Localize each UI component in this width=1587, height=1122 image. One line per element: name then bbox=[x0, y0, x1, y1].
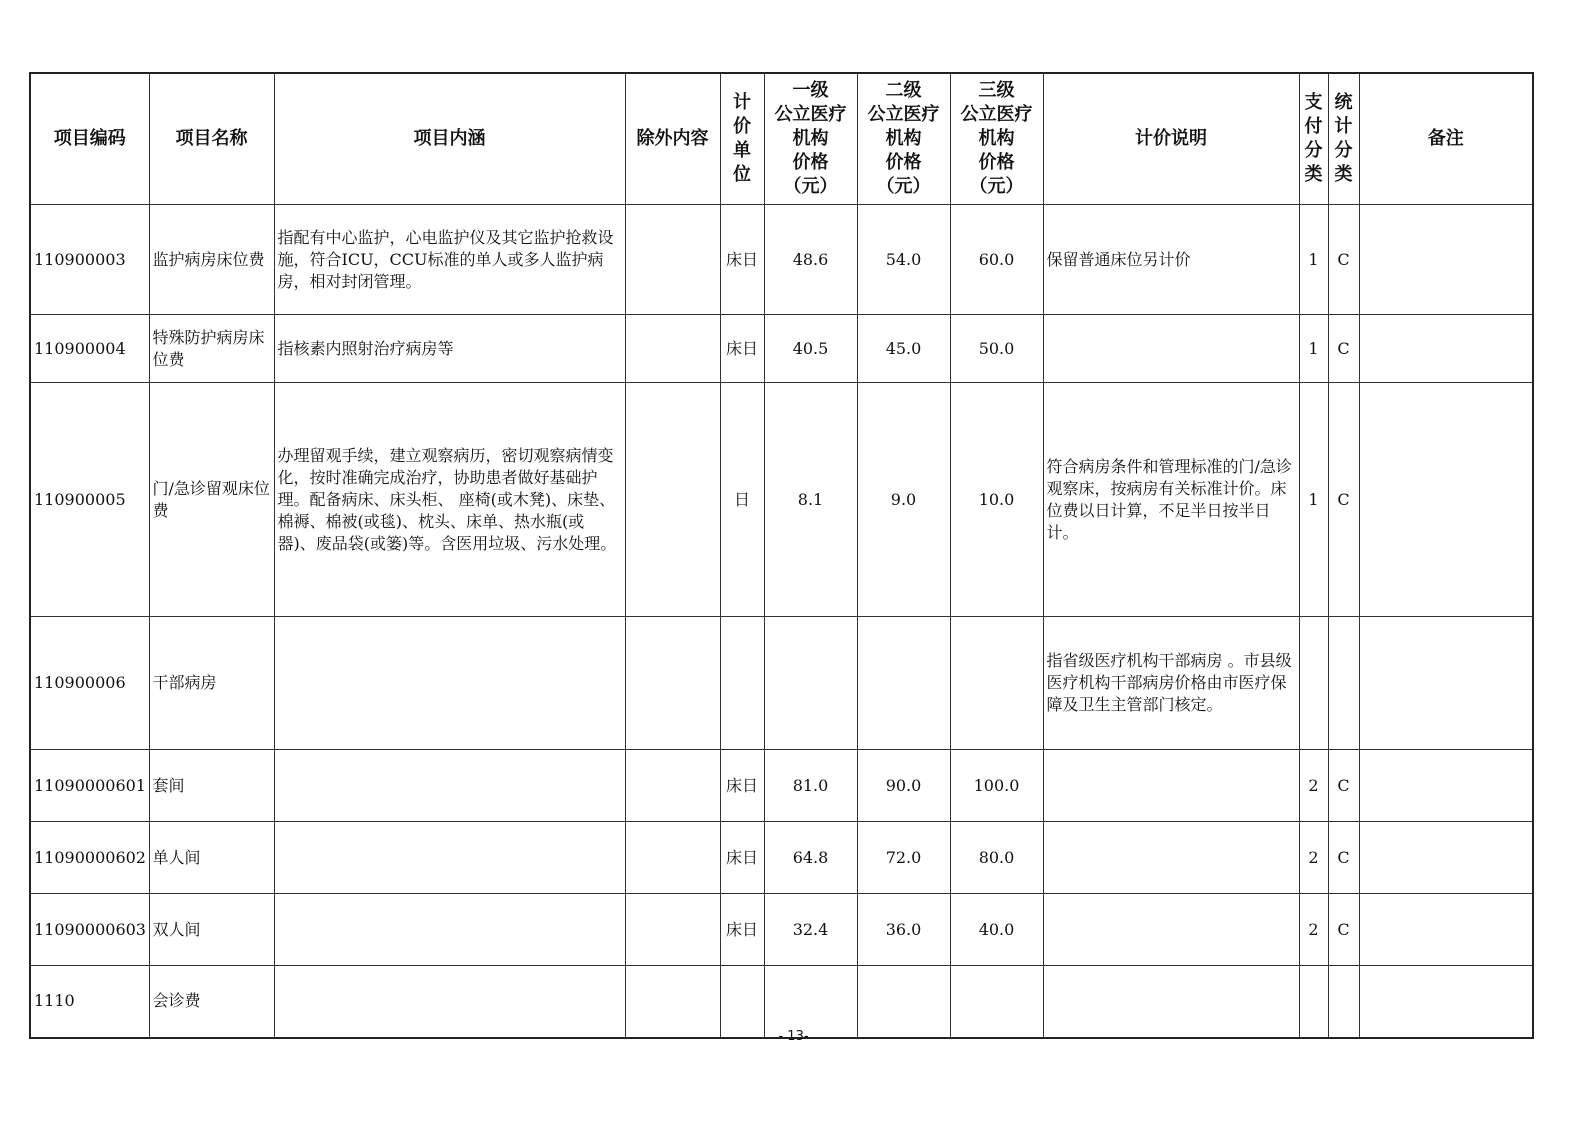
cell-exclusions bbox=[625, 383, 720, 617]
cell-pricing-note bbox=[1043, 894, 1299, 966]
cell-stat-class: C bbox=[1328, 383, 1359, 617]
header-row bbox=[30, 73, 1533, 205]
cell-remarks bbox=[1359, 205, 1533, 315]
cell-code: 11090000603 bbox=[30, 894, 149, 966]
cell-exclusions bbox=[625, 205, 720, 315]
page-number: - 13- bbox=[778, 1029, 809, 1044]
cell-unit: 床日 bbox=[720, 750, 764, 822]
cell-pricing-note: 符合病房条件和管理标准的门/急诊观察床，按病房有关标准计价。床位费以日计算，不足半日按半日计。 bbox=[1043, 383, 1299, 617]
cell-code: 11090000602 bbox=[30, 822, 149, 894]
cell-payment-class bbox=[1299, 966, 1328, 1038]
cell-price-level1: 81.0 bbox=[764, 750, 857, 822]
price-table bbox=[29, 72, 1534, 1039]
header-code: 项目编码 bbox=[30, 73, 149, 205]
cell-price-level3: 60.0 bbox=[950, 205, 1043, 315]
table-row bbox=[30, 205, 1533, 315]
cell-price-level2 bbox=[857, 617, 950, 750]
header-exclusions: 除外内容 bbox=[625, 73, 720, 205]
table-row bbox=[30, 315, 1533, 383]
cell-content: 指核素内照射治疗病房等 bbox=[274, 315, 625, 383]
cell-stat-class: C bbox=[1328, 894, 1359, 966]
cell-price-level2: 54.0 bbox=[857, 205, 950, 315]
cell-exclusions bbox=[625, 966, 720, 1038]
cell-remarks bbox=[1359, 750, 1533, 822]
cell-pricing-note bbox=[1043, 966, 1299, 1038]
cell-name: 监护病房床位费 bbox=[149, 205, 274, 315]
cell-exclusions bbox=[625, 894, 720, 966]
cell-price-level2: 45.0 bbox=[857, 315, 950, 383]
cell-payment-class: 2 bbox=[1299, 822, 1328, 894]
cell-price-level3 bbox=[950, 617, 1043, 750]
header-price-level3: 三级 公立医疗 机构 价格 （元） bbox=[950, 73, 1043, 205]
cell-remarks bbox=[1359, 966, 1533, 1038]
cell-unit: 床日 bbox=[720, 315, 764, 383]
cell-price-level3 bbox=[950, 966, 1043, 1038]
cell-remarks bbox=[1359, 617, 1533, 750]
cell-content bbox=[274, 750, 625, 822]
cell-payment-class: 1 bbox=[1299, 383, 1328, 617]
cell-price-level3: 80.0 bbox=[950, 822, 1043, 894]
cell-stat-class bbox=[1328, 617, 1359, 750]
table-row bbox=[30, 822, 1533, 894]
cell-pricing-note bbox=[1043, 822, 1299, 894]
cell-name: 套间 bbox=[149, 750, 274, 822]
cell-price-level3: 40.0 bbox=[950, 894, 1043, 966]
cell-price-level3: 100.0 bbox=[950, 750, 1043, 822]
cell-content: 指配有中心监护，心电监护仪及其它监护抢救设施，符合ICU，CCU标准的单人或多人监护病房，相对封闭管理。 bbox=[274, 205, 625, 315]
cell-unit: 床日 bbox=[720, 894, 764, 966]
cell-price-level2: 36.0 bbox=[857, 894, 950, 966]
header-name: 项目名称 bbox=[149, 73, 274, 205]
cell-stat-class: C bbox=[1328, 205, 1359, 315]
cell-name: 会诊费 bbox=[149, 966, 274, 1038]
table-row bbox=[30, 750, 1533, 822]
cell-stat-class: C bbox=[1328, 750, 1359, 822]
cell-code: 110900006 bbox=[30, 617, 149, 750]
cell-price-level1: 48.6 bbox=[764, 205, 857, 315]
header-price-level1: 一级 公立医疗 机构 价格 （元） bbox=[764, 73, 857, 205]
cell-name: 双人间 bbox=[149, 894, 274, 966]
cell-pricing-note: 保留普通床位另计价 bbox=[1043, 205, 1299, 315]
cell-stat-class bbox=[1328, 966, 1359, 1038]
cell-unit bbox=[720, 617, 764, 750]
cell-stat-class: C bbox=[1328, 822, 1359, 894]
cell-code: 110900005 bbox=[30, 383, 149, 617]
header-price-level2: 二级 公立医疗 机构 价格 （元） bbox=[857, 73, 950, 205]
cell-exclusions bbox=[625, 315, 720, 383]
cell-pricing-note: 指省级医疗机构干部病房 。市县级医疗机构干部病房价格由市医疗保障及卫生主管部门核定。 bbox=[1043, 617, 1299, 750]
cell-unit bbox=[720, 966, 764, 1038]
cell-code: 110900004 bbox=[30, 315, 149, 383]
cell-price-level3: 50.0 bbox=[950, 315, 1043, 383]
cell-price-level2: 90.0 bbox=[857, 750, 950, 822]
cell-unit: 日 bbox=[720, 383, 764, 617]
cell-remarks bbox=[1359, 315, 1533, 383]
cell-unit: 床日 bbox=[720, 822, 764, 894]
cell-price-level2 bbox=[857, 966, 950, 1038]
cell-content bbox=[274, 822, 625, 894]
cell-remarks bbox=[1359, 383, 1533, 617]
cell-content bbox=[274, 617, 625, 750]
cell-payment-class: 2 bbox=[1299, 750, 1328, 822]
cell-code: 1110 bbox=[30, 966, 149, 1038]
header-stat-class: 统 计 分 类 bbox=[1328, 73, 1359, 205]
header-pricing-note: 计价说明 bbox=[1043, 73, 1299, 205]
cell-payment-class: 2 bbox=[1299, 894, 1328, 966]
cell-stat-class: C bbox=[1328, 315, 1359, 383]
cell-pricing-note bbox=[1043, 750, 1299, 822]
table-row bbox=[30, 383, 1533, 617]
cell-code: 11090000601 bbox=[30, 750, 149, 822]
cell-code: 110900003 bbox=[30, 205, 149, 315]
cell-unit: 床日 bbox=[720, 205, 764, 315]
cell-exclusions bbox=[625, 750, 720, 822]
cell-price-level1 bbox=[764, 617, 857, 750]
cell-payment-class: 1 bbox=[1299, 315, 1328, 383]
cell-price-level1 bbox=[764, 966, 857, 1038]
table-row bbox=[30, 617, 1533, 750]
cell-name: 单人间 bbox=[149, 822, 274, 894]
table-row bbox=[30, 966, 1533, 1038]
cell-price-level3: 10.0 bbox=[950, 383, 1043, 617]
header-remarks: 备注 bbox=[1359, 73, 1533, 205]
header-unit: 计 价 单 位 bbox=[720, 73, 764, 205]
cell-price-level1: 32.4 bbox=[764, 894, 857, 966]
cell-remarks bbox=[1359, 894, 1533, 966]
cell-price-level1: 40.5 bbox=[764, 315, 857, 383]
cell-remarks bbox=[1359, 822, 1533, 894]
cell-payment-class bbox=[1299, 617, 1328, 750]
cell-content bbox=[274, 894, 625, 966]
cell-content bbox=[274, 966, 625, 1038]
cell-exclusions bbox=[625, 822, 720, 894]
cell-price-level2: 9.0 bbox=[857, 383, 950, 617]
cell-price-level1: 64.8 bbox=[764, 822, 857, 894]
table-row bbox=[30, 894, 1533, 966]
header-content: 项目内涵 bbox=[274, 73, 625, 205]
cell-name: 门/急诊留观床位费 bbox=[149, 383, 274, 617]
cell-content: 办理留观手续，建立观察病历，密切观察病情变化，按时准确完成治疗，协助患者做好基础护理。配备病床、床头柜、 座椅(或木凳)、床垫、棉褥、棉被(或毯)、枕头、床单、热水瓶(或器)、废品袋(或篓)等。含医用垃圾、污水处理。 bbox=[274, 383, 625, 617]
header-payment-class: 支 付 分 类 bbox=[1299, 73, 1328, 205]
cell-name: 干部病房 bbox=[149, 617, 274, 750]
cell-name: 特殊防护病房床位费 bbox=[149, 315, 274, 383]
cell-price-level2: 72.0 bbox=[857, 822, 950, 894]
cell-exclusions bbox=[625, 617, 720, 750]
cell-price-level1: 8.1 bbox=[764, 383, 857, 617]
cell-payment-class: 1 bbox=[1299, 205, 1328, 315]
cell-pricing-note bbox=[1043, 315, 1299, 383]
